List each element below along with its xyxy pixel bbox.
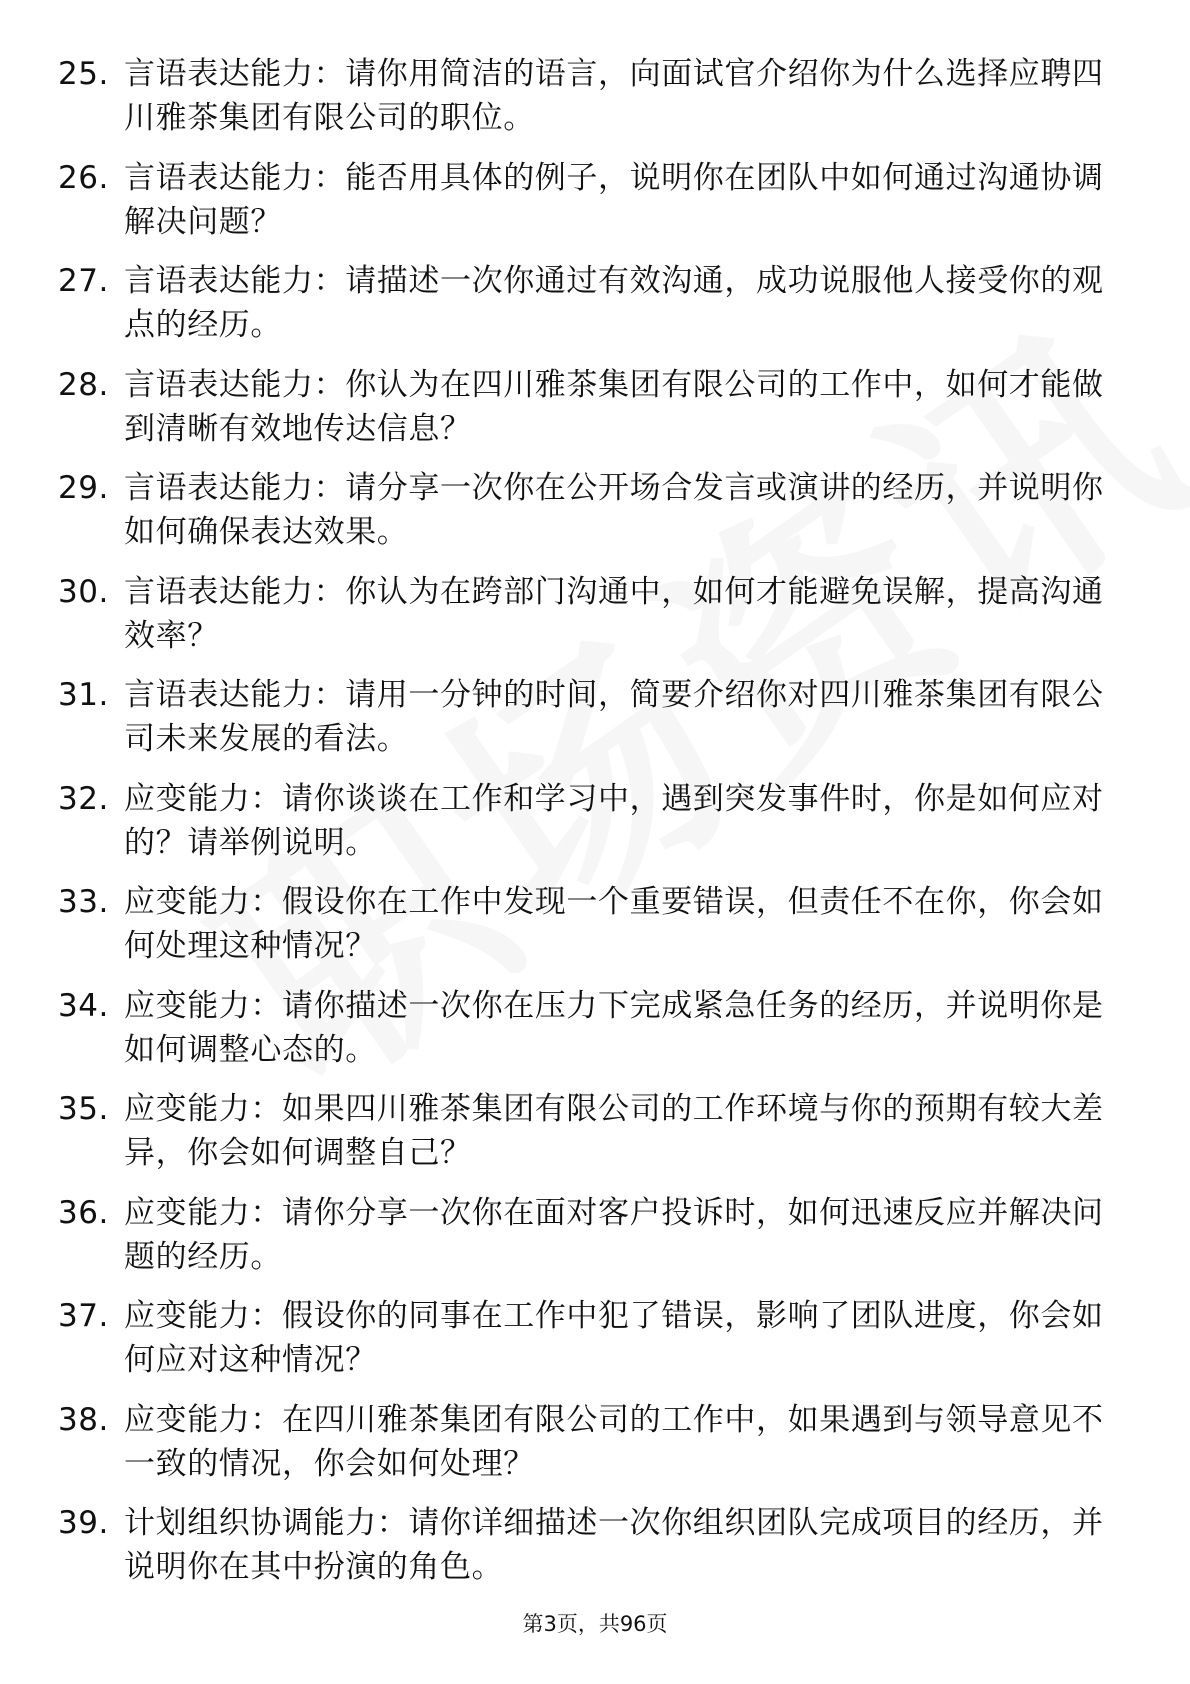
question-item [58, 880, 1118, 984]
question-item [58, 363, 1118, 467]
question-number: 39. [58, 1505, 109, 1541]
question-text: 应变能力：请你分享一次你在面对客户投诉时，如何迅速反应并解决问题的经历。 [124, 1194, 1104, 1275]
question-text: 言语表达能力：请描述一次你通过有效沟通，成功说服他人接受你的观点的经历。 [124, 263, 1104, 343]
question-number: 25. [58, 56, 109, 92]
question-text: 计划组织协调能力：请你详细描述一次你组织团队完成项目的经历，并说明你在其中扮演的角色。 [124, 1505, 1104, 1585]
question-item [58, 1501, 1118, 1605]
question-item [58, 570, 1118, 674]
question-text: 应变能力：请你谈谈在工作和学习中，遇到突发事件时，你是如何应对的？请举例说明。 [124, 780, 1104, 861]
question-text: 应变能力：在四川雅茶集团有限公司的工作中，如果遇到与领导意见不一致的情况，你会如何处理？ [124, 1401, 1104, 1482]
question-item [58, 156, 1118, 260]
question-text: 言语表达能力：你认为在跨部门沟通中，如何才能避免误解，提高沟通效率？ [124, 573, 1104, 654]
question-text: 言语表达能力：能否用具体的例子，说明你在团队中如何通过沟通协调解决问题？ [124, 159, 1104, 240]
question-number: 29. [58, 470, 109, 506]
question-number: 35. [58, 1091, 109, 1127]
question-text: 言语表达能力：请用一分钟的时间，简要介绍你对四川雅茶集团有限公司未来发展的看法。 [124, 677, 1104, 757]
question-item [58, 1087, 1118, 1191]
question-number: 28. [58, 366, 109, 403]
question-text: 应变能力：假设你在工作中发现一个重要错误，但责任不在你，你会如何处理这种情况？ [124, 884, 1104, 964]
question-text: 应变能力：请你描述一次你在压力下完成紧急任务的经历，并说明你是如何调整心态的。 [124, 987, 1104, 1068]
question-number: 36. [58, 1194, 109, 1231]
question-number: 26. [58, 159, 109, 196]
question-text: 言语表达能力：请分享一次你在公开场合发言或演讲的经历，并说明你如何确保表达效果。 [124, 470, 1104, 550]
question-number: 32. [58, 780, 109, 817]
question-number: 31. [58, 677, 109, 713]
question-item [58, 1191, 1118, 1295]
question-item [58, 777, 1118, 881]
question-number: 33. [58, 884, 109, 920]
question-number: 37. [58, 1298, 109, 1334]
question-number: 34. [58, 987, 109, 1024]
question-item [58, 984, 1118, 1088]
question-number: 30. [58, 573, 109, 610]
question-text: 言语表达能力：你认为在四川雅茶集团有限公司的工作中，如何才能做到清晰有效地传达信息？ [124, 366, 1104, 447]
question-text: 应变能力：假设你的同事在工作中犯了错误，影响了团队进度，你会如何应对这种情况？ [124, 1298, 1104, 1378]
question-text: 应变能力：如果四川雅茶集团有限公司的工作环境与你的预期有较大差异，你会如何调整自己？ [124, 1091, 1104, 1171]
question-text: 言语表达能力：请你用简洁的语言，向面试官介绍你为什么选择应聘四川雅茶集团有限公司的职位。 [124, 56, 1104, 136]
question-item [58, 1398, 1118, 1502]
question-item [58, 52, 1118, 156]
question-item [58, 466, 1118, 570]
question-item [58, 259, 1118, 363]
question-number: 38. [58, 1401, 109, 1438]
question-item [58, 1294, 1118, 1398]
question-number: 27. [58, 263, 109, 299]
question-list [58, 52, 1118, 1605]
page-footer: 第3页，共96页 [522, 1612, 668, 1636]
question-item [58, 673, 1118, 777]
